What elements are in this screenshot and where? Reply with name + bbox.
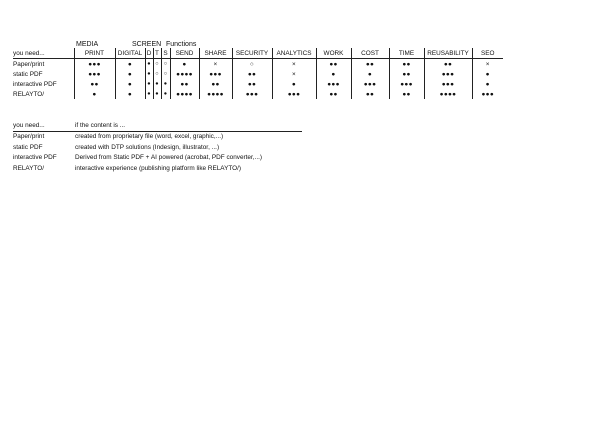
legend-row-description: created with DTP solutions (Indesign, illustrator, ...) (75, 143, 220, 151)
matrix-row-interactive-pdf (13, 79, 503, 89)
group-label-media: MEDIA (76, 41, 99, 48)
cell-cost: ●● (351, 89, 389, 99)
cell-d: ● (145, 69, 153, 79)
cell-send: ●● (170, 79, 199, 89)
legend-row-description: interactive experience (publishing platform like RELAYTO/) (75, 164, 241, 172)
header-print: PRINT (74, 48, 115, 59)
legend-row-label: RELAYTO/ (13, 164, 45, 172)
cell-s: ○ (161, 69, 170, 79)
cell-security: ●● (232, 79, 272, 89)
content-origin-table (13, 120, 302, 174)
cell-send: ●●●● (170, 69, 199, 79)
row-label: interactive PDF (13, 80, 57, 88)
cell-analytics: × (272, 59, 316, 70)
legend-header-row (13, 120, 302, 131)
header-send: SEND (170, 48, 199, 59)
cell-cost: ●● (351, 59, 389, 70)
header-s: S (161, 48, 170, 59)
header-d: D (146, 49, 152, 57)
header-security: SECURITY (232, 48, 272, 59)
cell-share: ●●●● (199, 89, 232, 99)
legend-row-paper-print (13, 131, 302, 142)
cell-t: ● (153, 89, 161, 99)
header-t: T (153, 48, 161, 59)
header-analytics: ANALYTICS (272, 48, 316, 59)
cell-reusability: ●●● (424, 79, 472, 89)
cell-send: ● (170, 59, 199, 70)
cell-work: ● (316, 69, 351, 79)
cell-s: ● (161, 79, 170, 89)
cell-seo: ● (472, 69, 503, 79)
header-digital: DIGITAL (115, 48, 145, 59)
cell-analytics: × (272, 69, 316, 79)
row-label: static PDF (13, 70, 43, 78)
matrix-row-relayto (13, 89, 503, 99)
legend-header-if-content: if the content is ... (75, 120, 302, 131)
cell-cost: ●●● (351, 79, 389, 89)
row-label: Paper/print (13, 60, 45, 68)
cell-security: ●● (232, 69, 272, 79)
comparison-matrix (13, 48, 503, 99)
legend-row-label: static PDF (13, 143, 43, 151)
cell-send: ●●●● (170, 89, 199, 99)
cell-share: ●●● (199, 69, 232, 79)
cell-print: ●● (74, 79, 115, 89)
cell-d: ● (145, 59, 153, 70)
cell-print: ●●● (74, 69, 115, 79)
legend-row-relayto (13, 163, 302, 174)
cell-s: ● (161, 89, 170, 99)
group-label-screen: SCREEN (132, 41, 162, 48)
legend-row-description: created from proprietary file (word, excel, graphic,...) (75, 133, 224, 141)
cell-d: ● (145, 89, 153, 99)
legend-row-label: interactive PDF (13, 154, 57, 162)
cell-analytics: ●●● (272, 89, 316, 99)
cell-time: ●● (389, 89, 424, 99)
legend-row-interactive-pdf (13, 153, 302, 164)
header-time: TIME (389, 48, 424, 59)
cell-t: ● (153, 79, 161, 89)
cell-reusability: ●●● (424, 69, 472, 79)
cell-share: × (199, 59, 232, 70)
cell-seo: × (472, 59, 503, 70)
cell-security: ●●● (232, 89, 272, 99)
cell-reusability: ●●●● (424, 89, 472, 99)
matrix-row-paper-print (13, 59, 503, 70)
cell-digital: ● (115, 79, 145, 89)
matrix-corner-label: you need... (13, 48, 74, 59)
cell-digital: ● (115, 89, 145, 99)
cell-reusability: ●● (424, 59, 472, 70)
legend-row-static-pdf (13, 142, 302, 153)
cell-analytics: ● (272, 79, 316, 89)
header-seo: SEO (472, 48, 503, 59)
header-cost: COST (351, 48, 389, 59)
cell-digital: ● (115, 69, 145, 79)
cell-time: ●●● (389, 79, 424, 89)
header-work: WORK (316, 48, 351, 59)
legend-row-description: Derived from Static PDF + AI powered (acrobat, PDF converter,...) (75, 154, 262, 162)
cell-time: ●● (389, 59, 424, 70)
cell-seo: ●●● (472, 89, 503, 99)
cell-d: ● (145, 79, 153, 89)
legend-row-label: Paper/print (13, 133, 45, 141)
cell-security: ○ (232, 59, 272, 70)
cell-t: ○ (153, 59, 161, 70)
cell-s: ○ (161, 59, 170, 70)
cell-time: ●● (389, 69, 424, 79)
row-label: RELAYTO/ (13, 90, 45, 98)
matrix-row-static-pdf (13, 69, 503, 79)
legend-header-you-need: you need... (13, 120, 75, 131)
header-share: SHARE (199, 48, 232, 59)
cell-print: ●●● (74, 59, 115, 70)
cell-seo: ● (472, 79, 503, 89)
cell-work: ●● (316, 89, 351, 99)
matrix-header-row (13, 48, 503, 59)
header-reusability: REUSABILITY (424, 48, 472, 59)
group-label-functions: Functions (166, 41, 197, 48)
cell-cost: ● (351, 69, 389, 79)
cell-print: ● (74, 89, 115, 99)
cell-digital: ● (115, 59, 145, 70)
cell-work: ●●● (316, 79, 351, 89)
cell-t: ○ (153, 69, 161, 79)
cell-work: ●● (316, 59, 351, 70)
cell-share: ●● (199, 79, 232, 89)
